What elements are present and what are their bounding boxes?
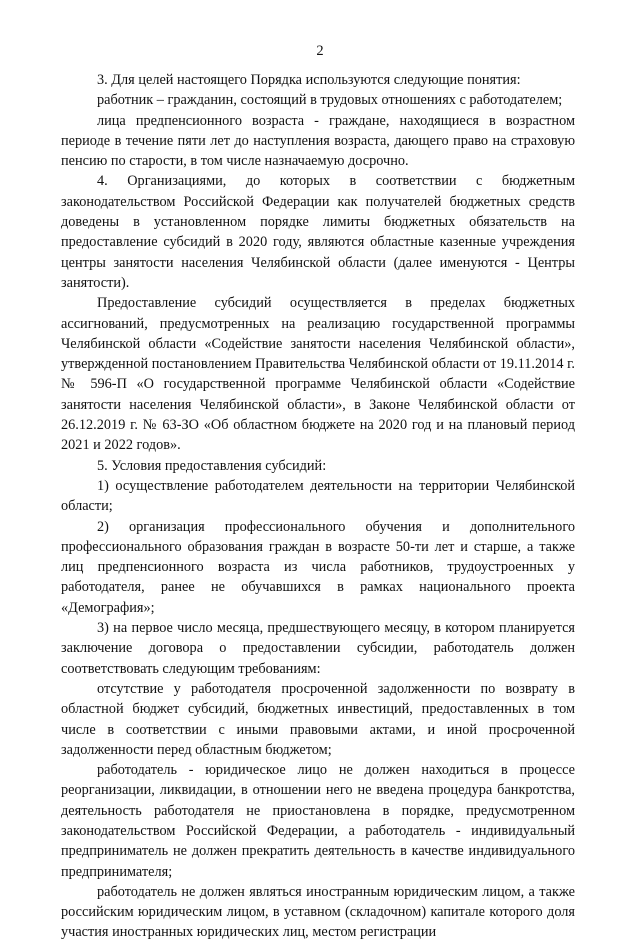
paragraph-no-reorganization-requirement: работодатель - юридическое лицо не должен находиться в процессе реорганизации, ликвидации, в отношении него не введена процедура банкротства, деятельность работодателя не приостановлена в порядке, предусмотренном законодательством Российской Федерации, а работодатель - индивидуальный предприниматель не должен прекратить деятельность в качестве индивидуального предпринимателя; bbox=[61, 762, 575, 880]
paragraph-condition-3: 3) на первое число месяца, предшествующего месяцу, в котором планируется заключение договора о предоставлении субсидии, работодатель должен соответствовать следующим требованиям: bbox=[61, 620, 575, 677]
paragraph-definitions-intro: 3. Для целей настоящего Порядка используются следующие понятия: bbox=[97, 72, 521, 88]
paragraph-not-foreign-entity-requirement: работодатель не должен являться иностранным юридическим лицом, а также российским юридическим лицом, в уставном (складочном) капитале которого доля участия иностранных юридических лиц, местом регистрации bbox=[61, 883, 575, 941]
paragraph-no-debt-requirement: отсутствие у работодателя просроченной задолженности по возврату в областной бюджет субсидий, бюджетных инвестиций, предоставленных в том числе в соответствии с иными правовыми актами, и иной просроченной задолженности перед областным бюджетом; bbox=[61, 680, 575, 758]
page-number: 2 bbox=[316, 43, 324, 59]
paragraph-conditions-heading: 5. Условия предоставления субсидий: bbox=[97, 457, 327, 474]
paragraph-budget-provision: Предоставление субсидий осуществляется в пределах бюджетных ассигнований, предусмотренных на реализацию государственной программы Челябинской области «Содействие занятости населения Челябинской области», утвержденной постановлением Правительства Челябинской области от 19.11.2014 г. № 596-П «О государственной программе Челябинской области «Содействие занятости населения Челябинской области», в Законе Челябинской области от 26.12.2019 г. № 63-ЗО «Об областном бюджете на 2020 год и на плановый период 2021 и 2022 годов». bbox=[61, 295, 575, 454]
paragraph-employee-definition: работник – гражданин, состоящий в трудовых отношениях с работодателем; bbox=[97, 92, 563, 109]
paragraph-condition-2: 2) организация профессионального обучения и дополнительного профессионального образования граждан в возрасте 50-ти лет и старше, а также лиц предпенсионного возраста из числа работников, трудоустроенных у работодателя, ранее не обучавшихся в рамках национального проекта «Демография»; bbox=[61, 518, 575, 616]
paragraph-prepension-definition: лица предпенсионного возраста - граждане, находящиеся в возрастном периоде в течение пяти лет до наступления возраста, дающего право на страховую пенсию по старости, в том числе назначаемую досрочно. bbox=[61, 112, 575, 170]
paragraph-condition-1: 1) осуществление работодателем деятельности на территории Челябинской области; bbox=[61, 477, 575, 515]
paragraph-organizations: 4. Организациями, до которых в соответствии с бюджетным законодательством Российской Федерации как получателей бюджетных средств доведены в установленном порядке лимиты бюджетных обязательств на предоставление субсидий в 2020 году, являются областные казенные учреждения центры занятости населения Челябинской области (далее именуются - Центры занятости). bbox=[61, 173, 575, 291]
document-body bbox=[61, 70, 575, 943]
